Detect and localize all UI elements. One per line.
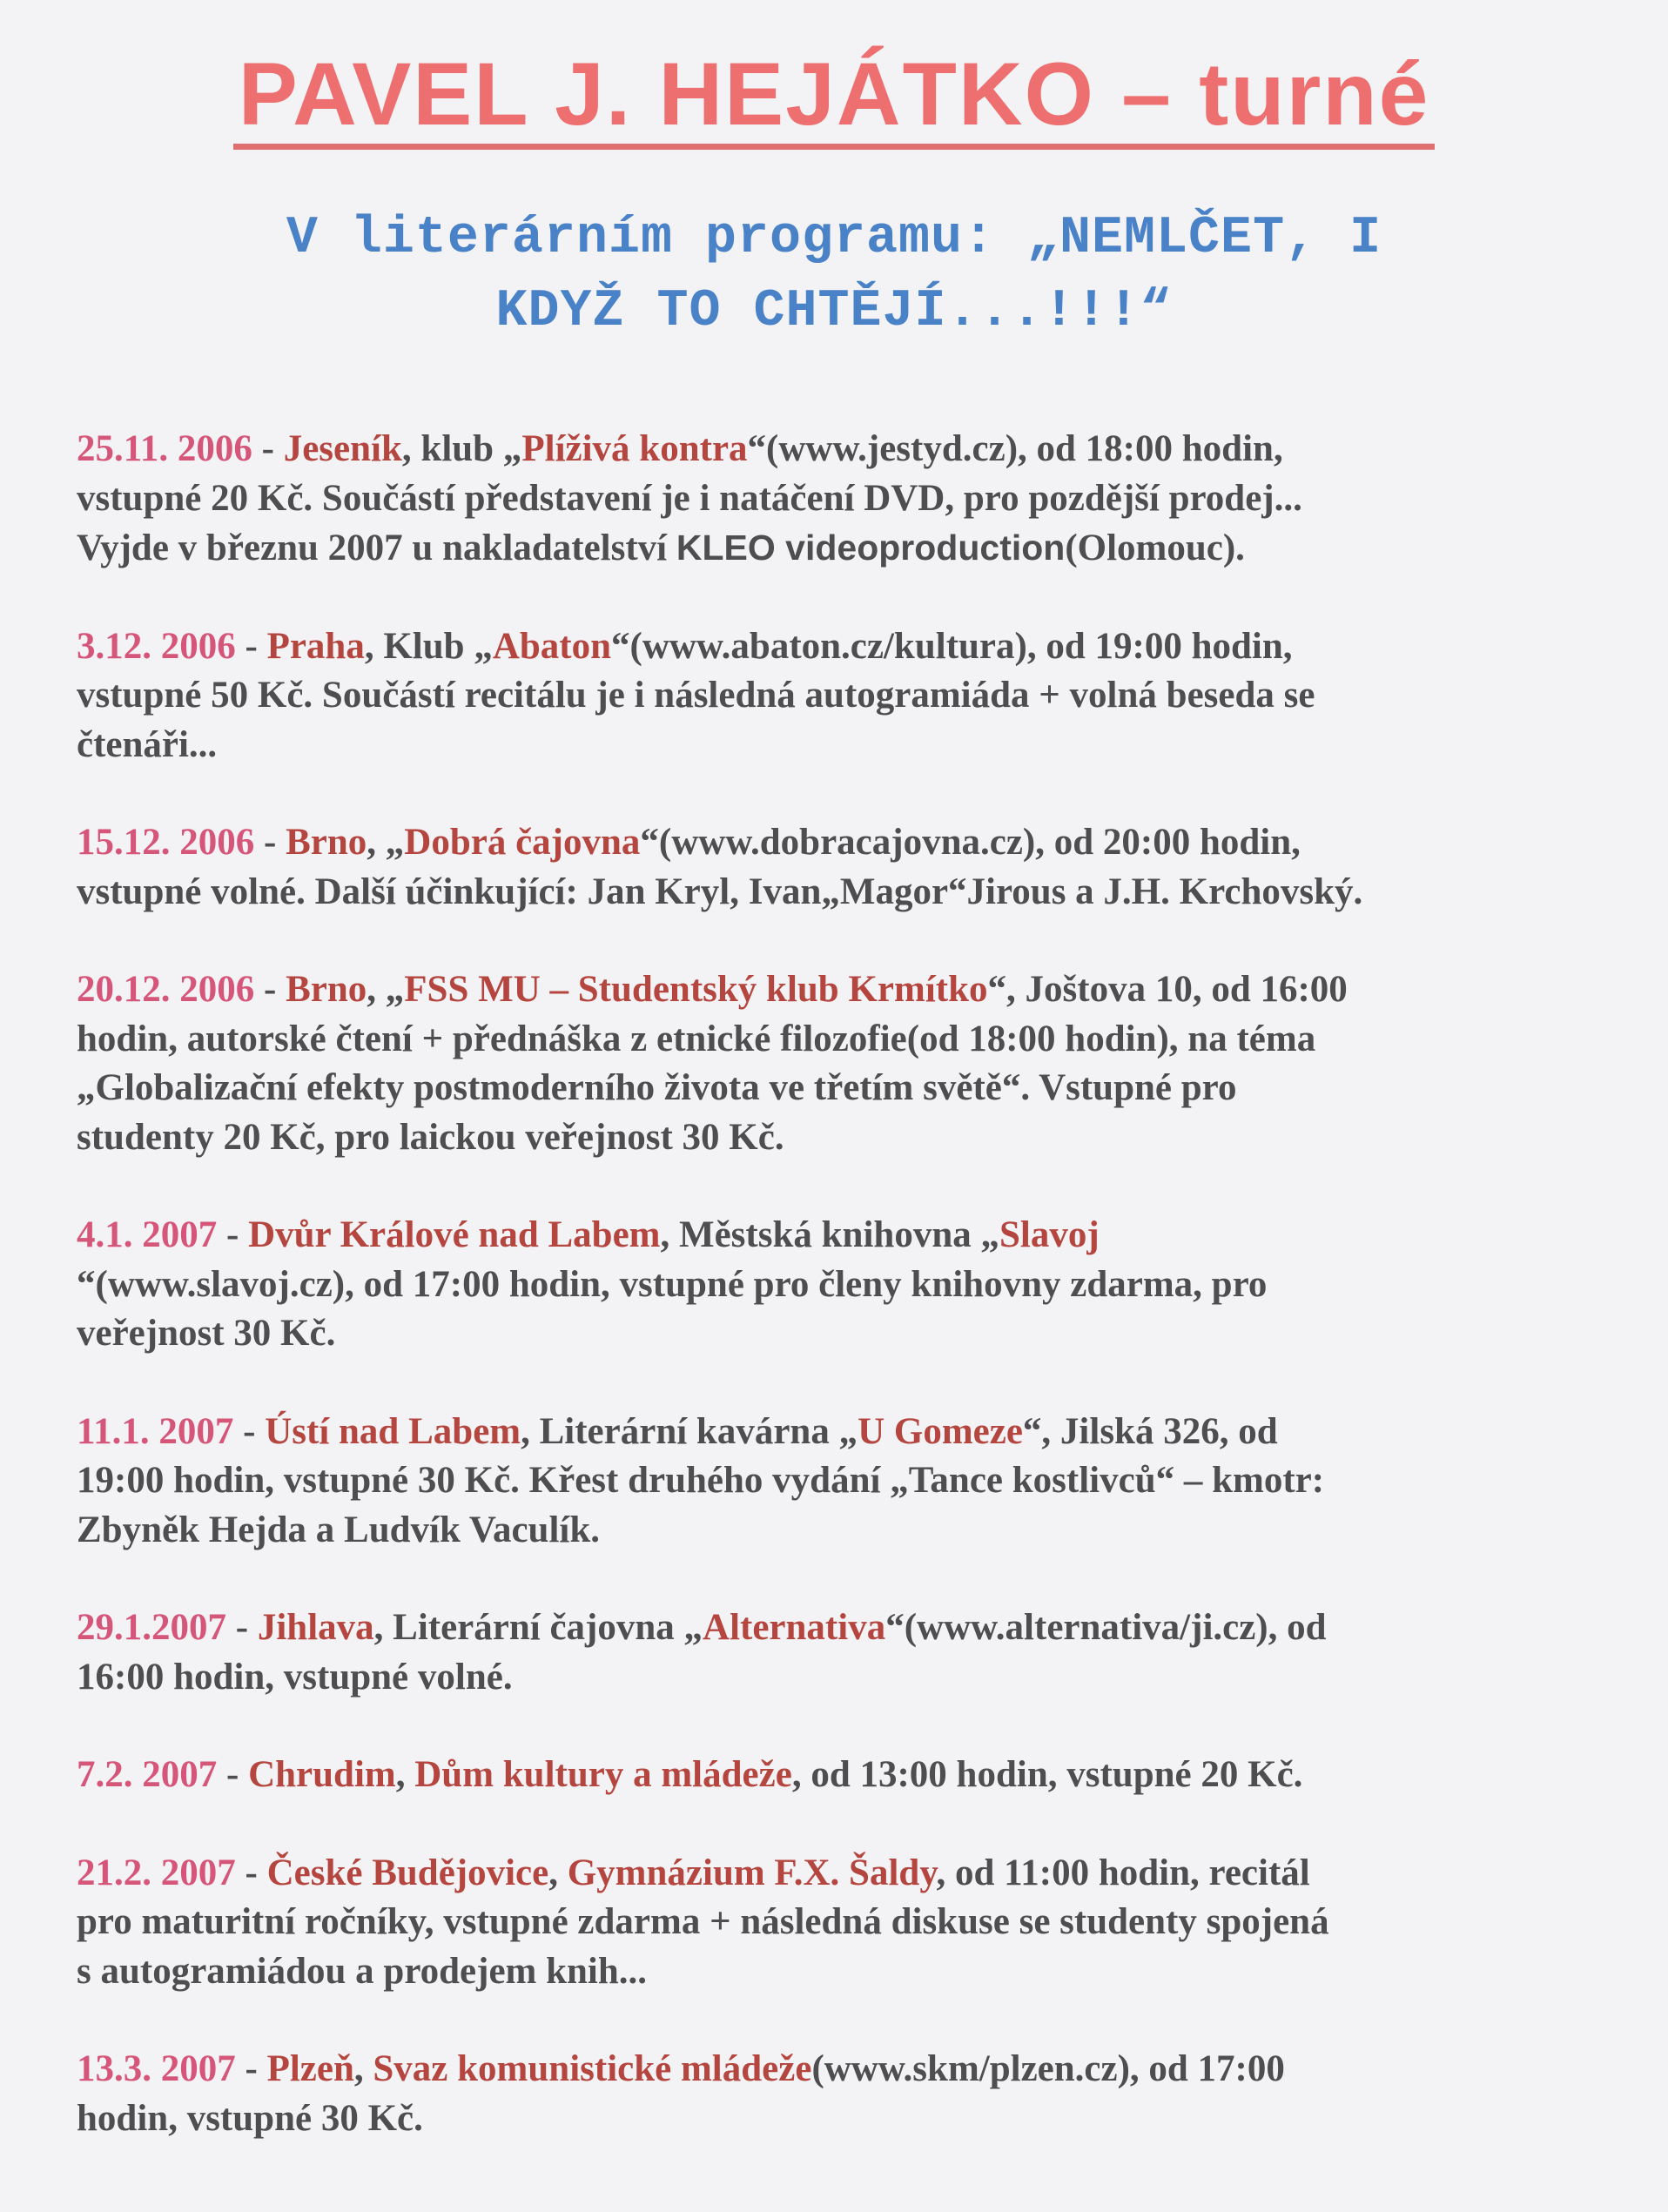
entry-venue: Svaz komunistické mládeže bbox=[373, 2048, 812, 2089]
text: , bbox=[548, 1852, 568, 1893]
entry-line bbox=[77, 965, 1609, 1015]
entry-venue: Slavoj bbox=[999, 1214, 1100, 1255]
entry-city: Brno bbox=[286, 969, 367, 1010]
entry-line: hodin, autorské čtení + přednáška z etnické filozofie(od 18:00 hodin), na téma bbox=[77, 1018, 1316, 1059]
entry-line: hodin, vstupné 30 Kč. bbox=[77, 2097, 423, 2139]
entry-line: Zbyněk Hejda a Ludvík Vaculík. bbox=[77, 1509, 601, 1550]
entry-venue: FSS MU – Studentský klub Krmítko bbox=[404, 969, 988, 1010]
text: , „ bbox=[367, 822, 405, 863]
entry-line bbox=[77, 818, 1609, 868]
entry-city: Ústí nad Labem bbox=[265, 1410, 521, 1452]
entry-line bbox=[77, 1751, 1609, 1800]
entry-line: vstupné volné. Další účinkující: Jan Kryl, Ivan„Magor“Jirous a J.H. Krchovský. bbox=[77, 871, 1363, 912]
entry-date: 7.2. 2007 bbox=[77, 1754, 218, 1795]
entry-city: Brno bbox=[286, 822, 367, 863]
entry-line bbox=[77, 622, 1609, 672]
entry-line: 16:00 hodin, vstupné volné. bbox=[77, 1656, 513, 1698]
entry-date: 20.12. 2006 bbox=[77, 969, 255, 1010]
text: (www.skm/plzen.cz), od 17:00 bbox=[811, 2048, 1285, 2089]
entry-line: studenty 20 Kč, pro laickou veřejnost 30 Kč. bbox=[77, 1116, 784, 1158]
entry-venue: Dobrá čajovna bbox=[404, 822, 641, 863]
entry-date: 15.12. 2006 bbox=[77, 822, 255, 863]
text: - bbox=[252, 428, 284, 469]
entry-city: Praha bbox=[266, 625, 365, 667]
program-subtitle bbox=[131, 202, 1537, 348]
entry-line: “(www.slavoj.cz), od 17:00 hodin, vstupné pro členy knihovny zdarma, pro bbox=[77, 1263, 1268, 1305]
text: - bbox=[226, 1607, 258, 1648]
entry-city: Plzeň bbox=[266, 2048, 354, 2089]
text: , od 11:00 hodin, recitál bbox=[936, 1852, 1310, 1893]
entry-city: Jihlava bbox=[257, 1607, 374, 1648]
entry-date: 25.11. 2006 bbox=[77, 428, 252, 469]
entry-line bbox=[77, 1211, 1609, 1261]
tour-entry bbox=[77, 622, 1609, 770]
tour-entry bbox=[77, 965, 1609, 1162]
entry-line bbox=[77, 425, 1609, 474]
text: - bbox=[254, 822, 286, 863]
entry-city: Jeseník bbox=[283, 428, 402, 469]
entry-date: 13.3. 2007 bbox=[77, 2048, 236, 2089]
entry-line: vstupné 50 Kč. Součástí recitálu je i následná autogramiáda + volná beseda se bbox=[77, 675, 1315, 716]
entry-date: 29.1.2007 bbox=[77, 1607, 226, 1648]
text: - bbox=[217, 1754, 249, 1795]
text: “(www.dobracajovna.cz), od 20:00 hodin, bbox=[640, 822, 1301, 863]
entry-venue: Alternativa bbox=[703, 1607, 886, 1648]
publisher-name: KLEO videoproduction bbox=[676, 528, 1066, 568]
entry-line bbox=[77, 1408, 1609, 1457]
tour-schedule bbox=[77, 425, 1609, 2143]
text: “(www.alternativa/ji.cz), od bbox=[885, 1607, 1327, 1648]
entry-date: 4.1. 2007 bbox=[77, 1214, 218, 1255]
entry-line: vstupné 20 Kč. Součástí představení je i natáčení DVD, pro pozdější prodej... bbox=[77, 477, 1302, 519]
entry-venue: Plíživá kontra bbox=[521, 428, 748, 469]
text: , bbox=[395, 1754, 415, 1795]
entry-city: Dvůr Králové nad Labem bbox=[248, 1214, 661, 1255]
entry-venue: U Gomeze bbox=[858, 1410, 1023, 1452]
page-title bbox=[0, 42, 1668, 146]
entry-line: „Globalizační efekty postmoderního života ve třetím světě“. Vstupné pro bbox=[77, 1067, 1237, 1108]
text: , „ bbox=[367, 969, 405, 1010]
entry-city: České Budějovice bbox=[266, 1852, 549, 1893]
text: “, Jilská 326, od bbox=[1022, 1410, 1278, 1452]
text: , od 13:00 hodin, vstupné 20 Kč. bbox=[791, 1754, 1303, 1795]
title-text: PAVEL J. HEJÁTKO – turné bbox=[233, 44, 1436, 150]
tour-entry bbox=[77, 425, 1609, 574]
entry-venue: Abaton bbox=[492, 625, 612, 667]
text: - bbox=[235, 2048, 267, 2089]
text: , Klub „ bbox=[364, 625, 493, 667]
text: “(www.abaton.cz/kultura), od 19:00 hodin, bbox=[611, 625, 1293, 667]
tour-entry bbox=[77, 1604, 1609, 1702]
text: - bbox=[235, 1852, 267, 1893]
text: “(www.jestyd.cz), od 18:00 hodin, bbox=[747, 428, 1283, 469]
entry-date: 11.1. 2007 bbox=[77, 1410, 234, 1452]
tour-entry bbox=[77, 2045, 1609, 2143]
tour-entry bbox=[77, 1751, 1609, 1800]
text: “, Joštova 10, od 16:00 bbox=[987, 969, 1348, 1010]
text: , bbox=[353, 2048, 373, 2089]
tour-entry bbox=[77, 1849, 1609, 1997]
text: , klub „ bbox=[401, 428, 522, 469]
entry-line: s autogramiádou a prodejem knih... bbox=[77, 1950, 648, 1992]
entry-line: čtenáři... bbox=[77, 723, 218, 765]
entry-line bbox=[77, 523, 1609, 574]
tour-entry bbox=[77, 1408, 1609, 1556]
entry-date: 21.2. 2007 bbox=[77, 1852, 236, 1893]
text: Vyjde v březnu 2007 u nakladatelství bbox=[77, 528, 676, 568]
subtitle-line-2: KDYŽ TO CHTĚJÍ...!!!“ bbox=[495, 282, 1173, 341]
entry-venue: Gymnázium F.X. Šaldy bbox=[567, 1852, 937, 1893]
entry-city: Chrudim bbox=[248, 1754, 396, 1795]
entry-line bbox=[77, 1604, 1609, 1653]
text: , Literární čajovna „ bbox=[373, 1607, 703, 1648]
text: , Literární kavárna „ bbox=[521, 1410, 858, 1452]
text: - bbox=[235, 625, 267, 667]
tour-entry bbox=[77, 818, 1609, 917]
text: - bbox=[217, 1214, 249, 1255]
entry-line: veřejnost 30 Kč. bbox=[77, 1313, 336, 1354]
entry-line bbox=[77, 1849, 1609, 1899]
entry-line bbox=[77, 2045, 1609, 2094]
text: (Olomouc). bbox=[1065, 528, 1245, 568]
subtitle-line-1: V literárním programu: „NEMLČET, I bbox=[286, 209, 1382, 268]
tour-entry bbox=[77, 1211, 1609, 1359]
entry-date: 3.12. 2006 bbox=[77, 625, 236, 667]
entry-line: 19:00 hodin, vstupné 30 Kč. Křest druhého vydání „Tance kostlivců“ – kmotr: bbox=[77, 1460, 1325, 1501]
text: , Městská knihovna „ bbox=[660, 1214, 999, 1255]
text: - bbox=[233, 1410, 266, 1452]
entry-venue: Dům kultury a mládeže bbox=[414, 1754, 792, 1795]
text: - bbox=[254, 969, 286, 1010]
entry-line: pro maturitní ročníky, vstupné zdarma + následná diskuse se studenty spojená bbox=[77, 1901, 1329, 1942]
